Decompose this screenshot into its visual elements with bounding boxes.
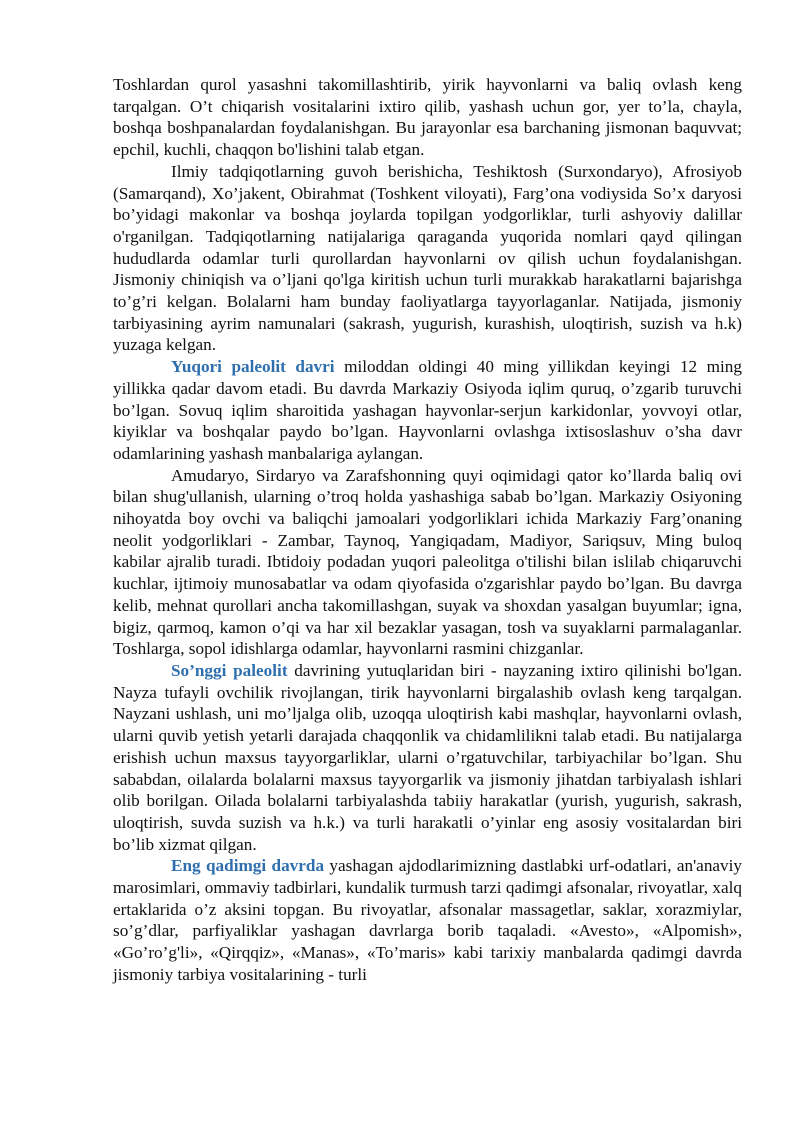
section-lead-heading: Eng qadimgi davrda <box>171 856 325 876</box>
paragraph-text: davrining yutuqlaridan biri - nayzaning ixtiro qilinishi bo'lgan. Nayza tufayli ovchilik rivojlangan, tirik hayvonlarni birgalashib ovlash keng tarqalgan. Nayzani ushlash, uni mo’ljalga olib, uzoqqa uloqtirish kabi mashqlar, hayvonlarni ovlash, ularni quvib yetish yetarli darajada chaqqonlik va chidamlilikni talab etadi. Bu natijalarga erishish uchun maxsus tayyorgarliklar, ularni o’rgatuvchilar, tarbiyachilar bo’lgan. Shu sababdan, oilalarda bolalarni maxsus tayyorgarlik va jismoniy jihatdan tarbiyalash ishlari olib borilgan. Oilada bolalarni tarbiyalashda tabiiy harakatlar (yurish, yugurish, sakrash, uloqtirish, suvda suzish va h.k.) va turli harakatli o’yinlar eng asosiy vositalardan biri bo’lib xizmat qilgan. <box>113 660 743 854</box>
section-lead-heading: So’nggi paleolit <box>171 660 288 680</box>
paragraph-text: yashagan ajdodlarimizning dastlabki urf-odatlari, an'anaviy marosimlari, ommaviy tadbirlari, kundalik turmush tarzi qadimgi afsonalar, rivoyatlar, xalq ertaklarida o’z aksini topgan. Bu rivoyatlar, afsonalar massagetlar, saklar, xorazmiylar, so’g’dlar, parfiyaliklar yashagan davrlarga borib taqaladi. «Avesto», «Alpomish», «Go’ro’g'li», «Qirqqiz», «Manas», «To’maris» kabi tarixiy manbalarda qadimgi davrda jismoniy tarbiya vositalarining - turli <box>113 856 743 984</box>
paragraph-text: Amudaryo, Sirdaryo va Zarafshonning quyi oqimidagi qator ko’llarda baliq ovi bilan shug'ullanish, ularning o’troq holda yashashiga sabab bo’lgan. Markaziy Osiyoning nihoyatda boy ovchi va baliqchi jamoalari yodgorliklari ichida Markaziy Farg’onaning neolit yodgorliklari - Zambar, Taynoq, Yangiqadam, Madiyor, Sariqsuv, Ming buloq kabilar ajralib turadi. Ibtidoiy podadan yuqori paleolitga o'tilishi bilan islilab chiqaruvchi kuchlar, ijtimoiy munosabatlar va odam qiyofasida o'zgarishlar paydo bo’lgan. Bu davrga kelib, mehnat qurollari ancha takomillashgan, suyak va shoxdan yasalgan buyumlar; igna, bigiz, qarmoq, kamon o’qi va har xil bezaklar yasagan, tosh va suyaklarni parmalaganlar. Toshlarga, sopol idishlarga odamlar, hayvonlarni rasmini chizganlar. <box>113 465 742 659</box>
paragraph-3 <box>113 356 742 465</box>
paragraph-6 <box>113 855 742 985</box>
paragraph-1 <box>113 74 742 161</box>
paragraph-text: Toshlardan qurol yasashni takomillashtirib, yirik hayvonlarni va baliq ovlash keng tarqalgan. O’t chiqarish vositalarini ixtiro qilib, yashash uchun gor, yer to’la, chayla, boshqa boshpanalardan foydalanishgan. Bu jarayonlar esa barchaning jismonan baquvvat; epchil, kuchli, chaqqon bo'lishini talab etgan. <box>113 75 742 160</box>
paragraph-2 <box>113 161 742 356</box>
paragraph-5 <box>113 660 742 855</box>
paragraph-text: Ilmiy tadqiqotlarning guvoh berishicha, Teshiktosh (Surxondaryo), Afrosiyob (Samarqand), Xo’jakent, Obirahmat (Toshkent viloyati), Farg’ona vodiysida So’x daryosi bo’yidagi makonlar va boshqa joylarda topilgan yodgorliklar, turli ashyoviy dalillar o'rganilgan. Tadqiqotlarning natijalariga qaraganda yuqorida nomlari qayd qilingan hududlarda odamlar turli qurollardan hayvonlarni ov qilish uchun foydalanishgan. Jismoniy chiniqish va o’ljani qo'lga kiritish uchun turli murakkab harakatlarni bajarishga to’g’ri kelgan. Bolalarni ham bunday faoliyatlarga tayyorlaganlar. Natijada, jismoniy tarbiyasining ayrim namunalari (sakrash, yugurish, kurashish, uloqtirish, suzish va h.k) yuzaga kelgan. <box>113 161 742 355</box>
section-lead-heading: Yuqori paleolit davri <box>171 357 335 377</box>
paragraph-text: miloddan oldingi 40 ming yillikdan keyingi 12 ming yillikka qadar davom etadi. Bu davrda Markaziy Osiyoda iqlim quruq, o’zgarib turuvchi bo’lgan. Sovuq iqlim sharoitida yashagan hayvonlar-serjun karkidonlar, yovvoyi otlar, kiyiklar va boshqalar paydo bo’lgan. Hayvonlarni ovlashga ixtisoslashuv o’sha davr odamlarining yashash manbalariga aylangan. <box>113 357 742 463</box>
paragraph-4 <box>113 465 742 660</box>
